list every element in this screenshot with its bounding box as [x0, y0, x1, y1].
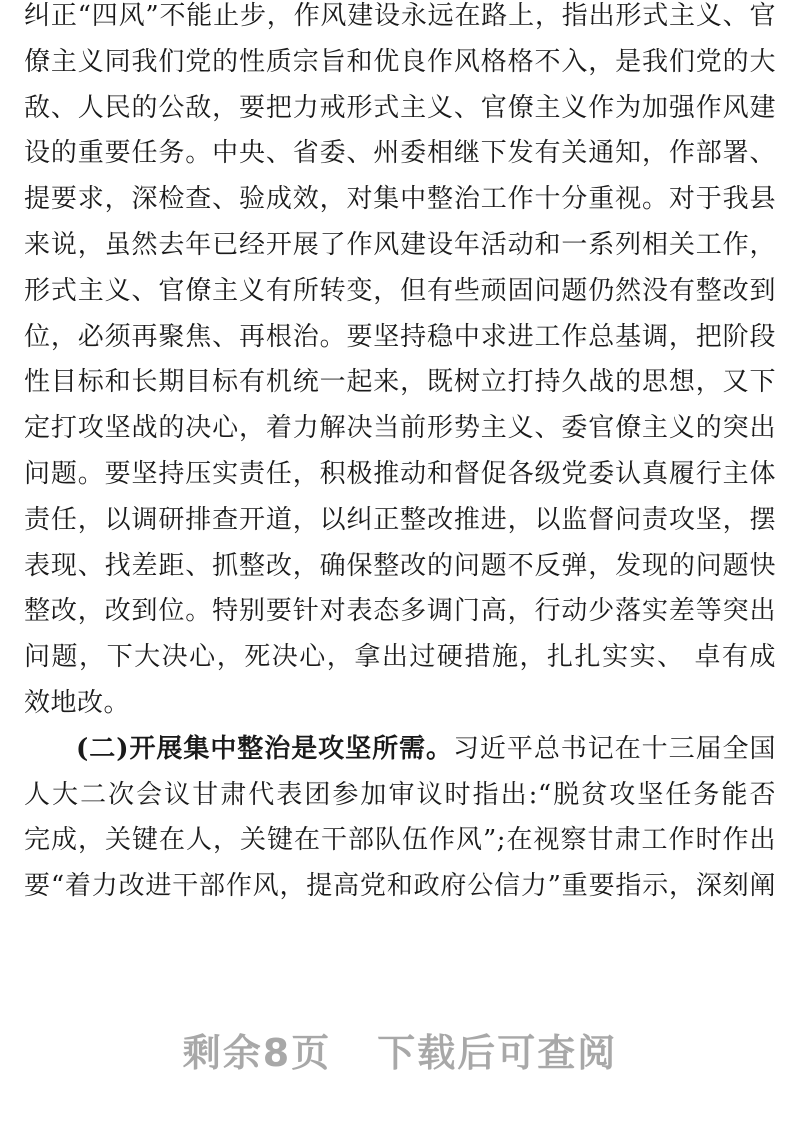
text-line: 效地改。: [24, 687, 131, 718]
text-line: 僚主义同我们党的性质宗旨和优良作风格格不入，是我们党的大: [24, 46, 776, 77]
remaining-pages-text: 剩余8页: [182, 1031, 332, 1075]
text-line: 性目标和长期目标有机统一起来，既树立打持久战的思想，又下: [24, 367, 776, 398]
text-line: 纠正“四风”不能止步，作风建设永远在路上，指出形式主义、官: [24, 1, 776, 31]
text-line: 人大二次会议甘肃代表团参加审议时指出:“脱贫攻坚任务能否: [24, 779, 776, 810]
text-line: 设的重要任务。中央、省委、州委相继下发有关通知，作部署、: [24, 138, 776, 169]
section-heading: (二)开展集中整治是攻坚所需。: [76, 733, 453, 764]
download-notice-text: 下载后可查阅: [377, 1031, 618, 1075]
text-line: 问题，下大决心，死决心，拿出过硬措施，扎扎实实、 卓有成: [24, 642, 776, 673]
text-line: 敌、人民的公敌，要把力戒形式主义、官僚主义作为加强作风建: [24, 92, 776, 123]
text-line: 表现、找差距、抓整改，确保整改的问题不反弹，发现的问题快: [24, 550, 776, 581]
text-line: 完成，关键在人，关键在干部队伍作风”;在视察甘肃工作时作出: [24, 825, 776, 856]
section-heading-line: [24, 727, 776, 773]
text-line: 问题。要坚持压实责任，积极推动和督促各级党委认真履行主体: [24, 458, 776, 489]
text-line: 来说，虽然去年已经开展了作风建设年活动和一系列相关工作，: [24, 229, 776, 260]
text-line: 要“着力改进干部作风，提高党和政府公信力”重要指示，深刻阐: [24, 871, 776, 902]
preview-limit-notice: [0, 1022, 800, 1077]
document-body: [24, 0, 776, 910]
text-line: 提要求，深检查、验成效，对集中整治工作十分重视。对于我县: [24, 184, 776, 215]
text-line: 责任，以调研排查开道，以纠正整改推进，以监督问责攻坚，摆: [24, 504, 776, 535]
text-run: 习近平总书记在十三届全国: [452, 733, 776, 764]
text-line: 整改，改到位。特别要针对表态多调门高，行动少落实差等突出: [24, 596, 776, 627]
text-line: 定打攻坚战的决心，着力解决当前形势主义、委官僚主义的突出: [24, 413, 776, 444]
text-line: 形式主义、官僚主义有所转变，但有些顽固问题仍然没有整改到: [24, 275, 776, 306]
text-line: 位，必须再聚焦、再根治。要坚持稳中求进工作总基调，把阶段: [24, 321, 776, 352]
